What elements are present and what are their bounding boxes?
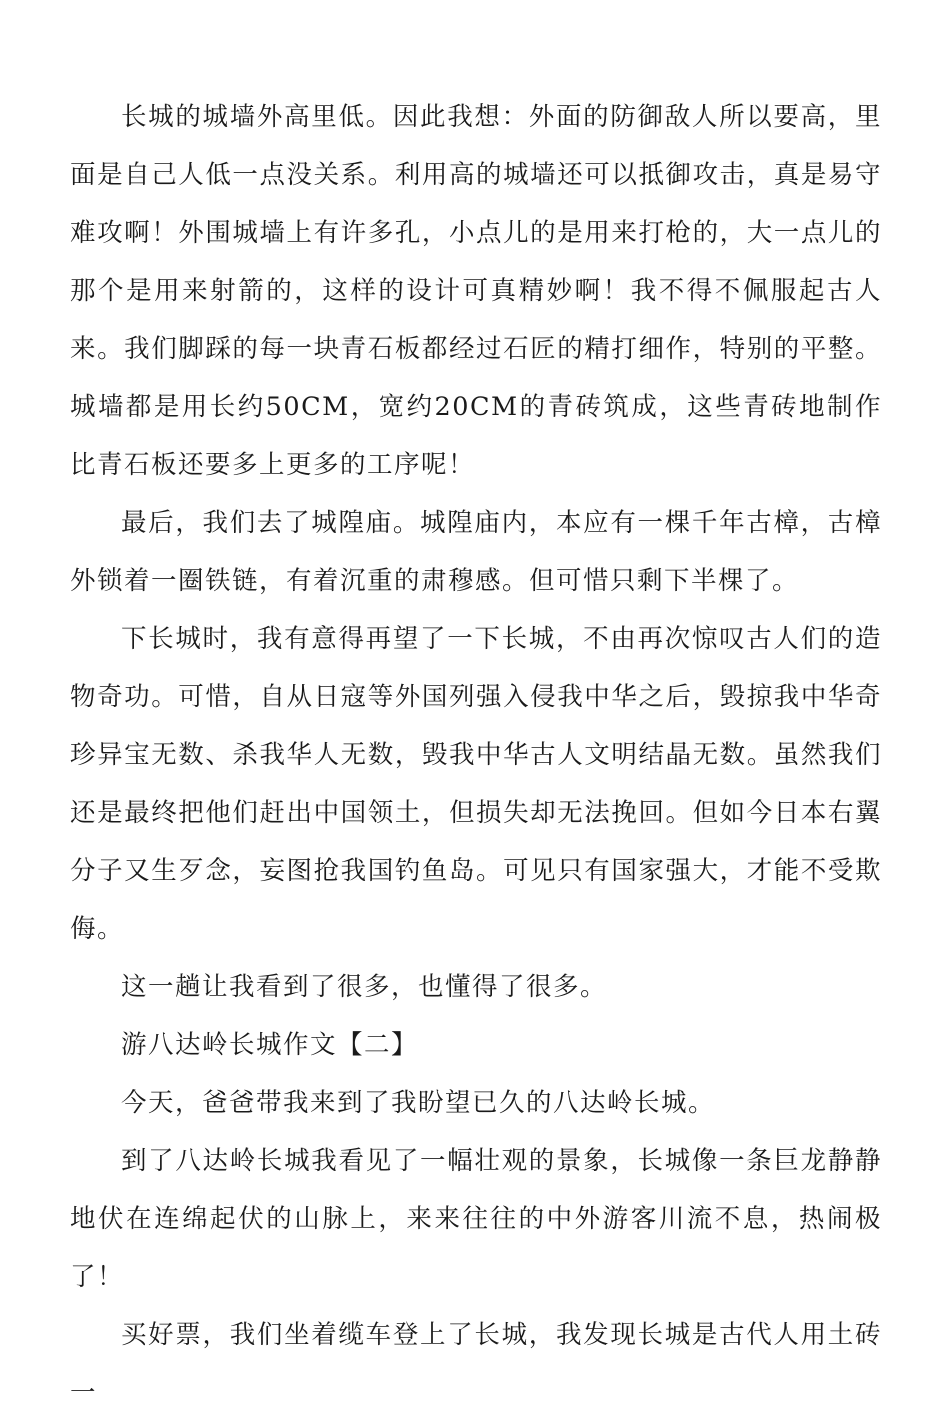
paragraph-cable-car: 买好票，我们坐着缆车登上了长城，我发现长城是古代人用土砖一: [70, 1320, 882, 1408]
paragraph-scenery: 到了八达岭长城我看见了一幅壮观的景象，长城像一条巨龙静静地伏在连绵起伏的山脉上，来来往往的中外游客川流不息，热闹极了！: [70, 1146, 882, 1292]
paragraph-city-god-temple: 最后，我们去了城隍庙。城隍庙内，本应有一棵千年古樟，古樟外锁着一圈铁链，有着沉重的肃穆感。但可惜只剩下半棵了。: [70, 508, 882, 596]
paragraph-arrival: 今天，爸爸带我来到了我盼望已久的八达岭长城。: [121, 1088, 716, 1118]
paragraph-leaving-great-wall: 下长城时，我有意得再望了一下长城，不由再次惊叹古人们的造物奇功。可惜，自从日寇等外国列强入侵我中华之后，毁掠我中华奇珍异宝无数、杀我华人无数，毁我中华古人文明结晶无数。虽然我们还是最终把他们赶出中国领土，但损失却无法挽回。但如今日本右翼分子又生歹念，妄图抢我国钓鱼岛。可见只有国家强大，才能不受欺侮。: [70, 624, 882, 944]
essay-two-title: 游八达岭长城作文【二】: [121, 1030, 419, 1060]
document-body: [70, 88, 882, 1422]
paragraph-conclusion: 这一趟让我看到了很多，也懂得了很多。: [121, 972, 608, 1002]
paragraph-city-wall: 长城的城墙外高里低。因此我想：外面的防御敌人所以要高，里面是自己人低一点没关系。利用高的城墙还可以抵御攻击，真是易守难攻啊！外围城墙上有许多孔，小点儿的是用来打枪的，大一点儿的那个是用来射箭的，这样的设计可真精妙啊！我不得不佩服起古人来。我们脚踩的每一块青石板都经过石匠的精打细作，特别的平整。城墙都是用长约50CM，宽约20CM的青砖筑成，这些青砖地制作比青石板还要多上更多的工序呢！: [70, 102, 882, 480]
